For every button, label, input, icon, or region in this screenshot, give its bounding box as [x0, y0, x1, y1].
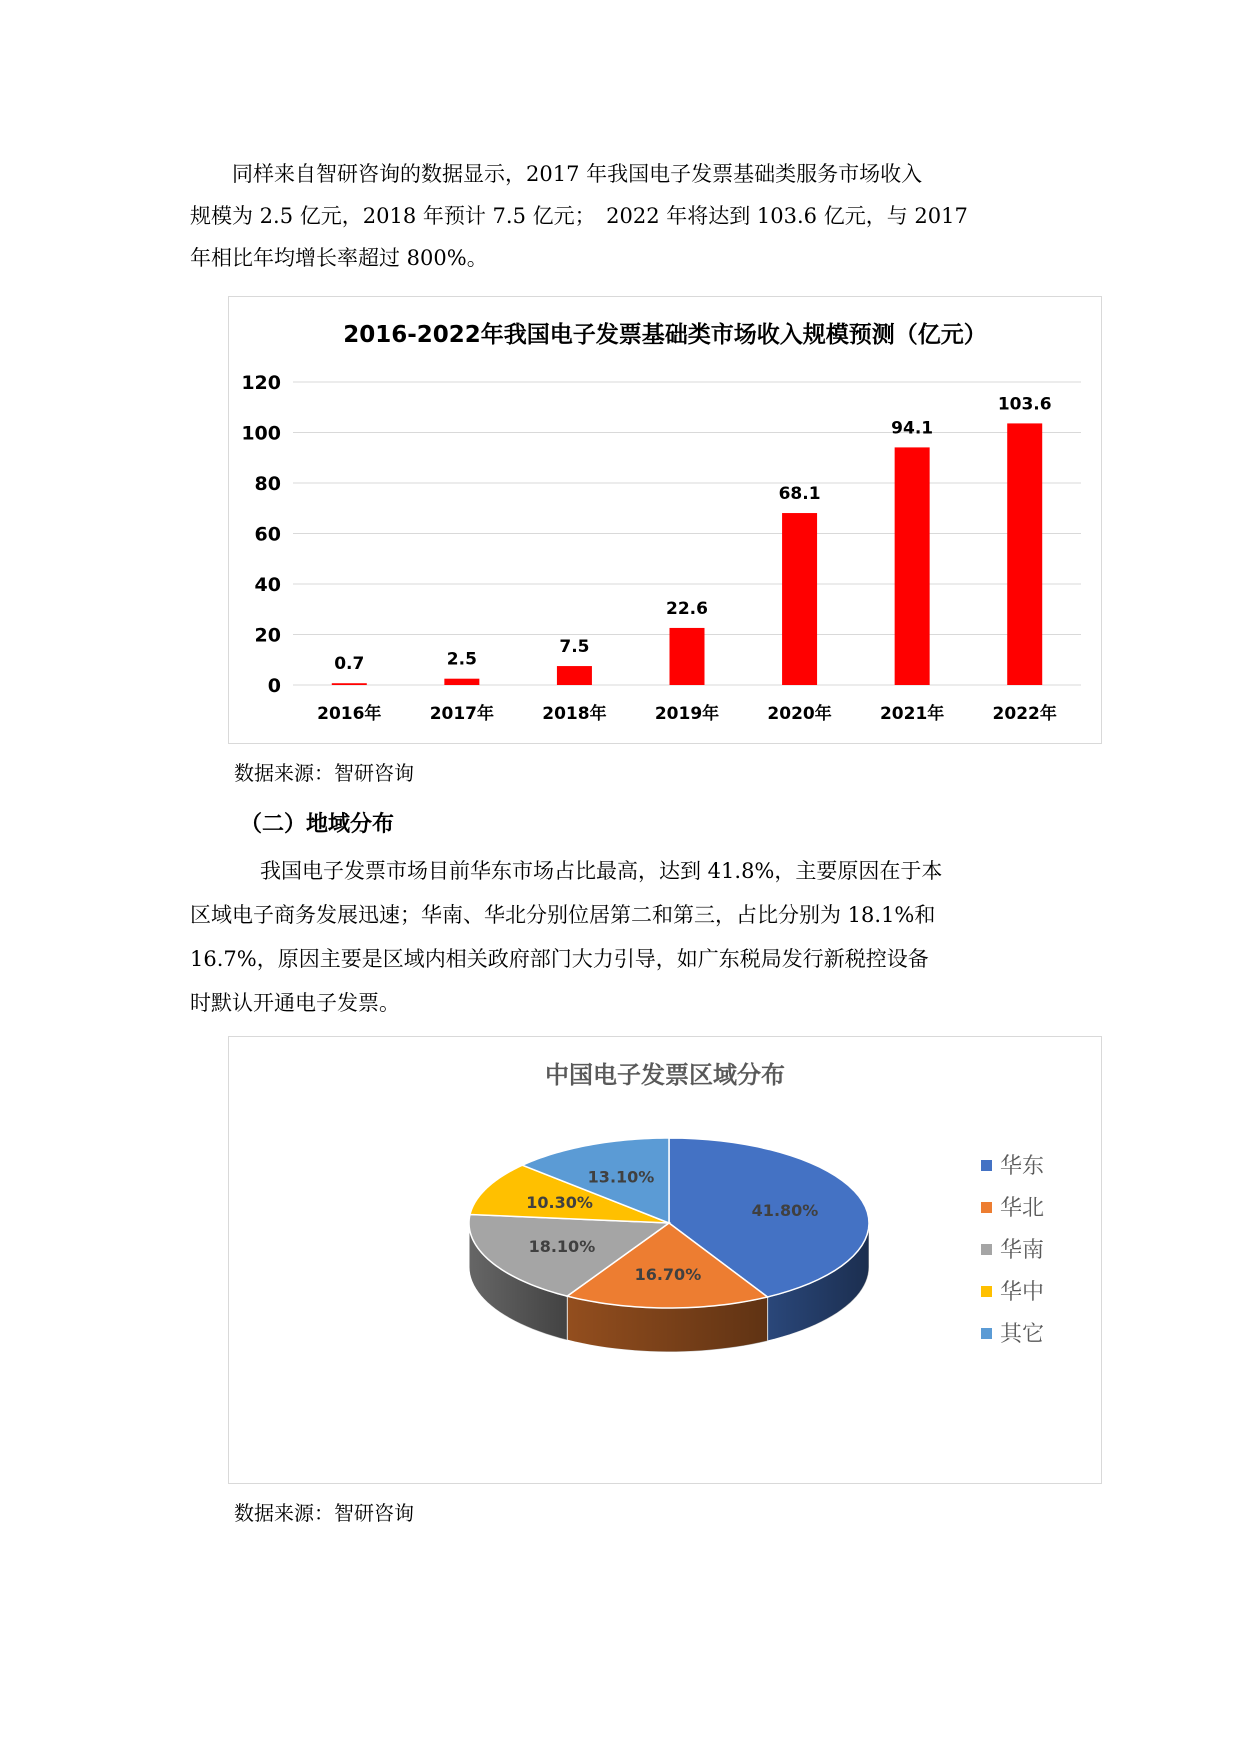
pie-legend: [981, 1154, 1044, 1347]
paragraph-line: 16.7%，原因主要是区域内相关政府部门大力引导，如广东税局发行新税控设备: [190, 947, 929, 971]
bar: [1007, 423, 1042, 685]
pie-value-label: 13.10%: [587, 1167, 655, 1187]
legend-swatch: [981, 1160, 992, 1171]
paragraph-line: 区域电子商务发展迅速；华南、华北分别位居第二和第三，占比分别为 18.1%和: [190, 903, 936, 927]
y-tick-label: 60: [254, 523, 281, 546]
x-tick-label: 2017年: [429, 704, 495, 724]
y-tick-label: 20: [254, 624, 281, 647]
y-tick-label: 120: [241, 372, 281, 394]
pie-value-label: 18.10%: [528, 1237, 596, 1256]
bar: [332, 683, 367, 685]
x-tick-label: 2022年: [992, 704, 1057, 724]
bar-series: [332, 423, 1042, 685]
legend-label: 华南: [1000, 1238, 1045, 1263]
paragraph-line: 同样来自智研咨询的数据显示，2017 年我国电子发票基础类服务市场收入: [232, 162, 923, 186]
paragraph-intro: [190, 158, 1050, 288]
pie-value-label: 16.70%: [634, 1265, 702, 1284]
paragraph-line: 时默认开通电子发票。: [190, 991, 400, 1015]
y-tick-label: 40: [254, 574, 281, 596]
legend-swatch: [981, 1202, 992, 1213]
paragraph-line: 规模为 2.5 亿元，2018 年预计 7.5 亿元； 2022 年将达到 103.6 亿元，与 2017: [190, 204, 968, 228]
bar-value-label: 0.7: [334, 654, 365, 675]
pie-value-label: 41.80%: [751, 1201, 819, 1220]
paragraph-regional: [190, 855, 1050, 1025]
pie-chart-container: [228, 1036, 1102, 1484]
x-tick-label: 2018年: [542, 704, 607, 724]
pie-chart-source: 数据来源：智研咨询: [234, 1501, 414, 1525]
bar-chart-title: 2016-2022年我国电子发票基础类市场收入规模预测（亿元）: [343, 322, 987, 348]
x-tick-label: 2020年: [767, 704, 832, 724]
legend-label: 华北: [1000, 1196, 1045, 1221]
y-tick-label: 100: [241, 422, 281, 445]
bar-value-label: 7.5: [559, 637, 590, 658]
bar-value-label: 68.1: [778, 484, 821, 505]
bar-chart-source: 数据来源：智研咨询: [234, 761, 414, 785]
pie-chart-title: 中国电子发票区域分布: [545, 1061, 785, 1089]
x-tick-label: 2016年: [317, 704, 382, 724]
bar-value-label: 103.6: [997, 394, 1052, 415]
legend-label: 华中: [1000, 1280, 1045, 1305]
x-tick-label: 2021年: [879, 704, 945, 724]
bar: [444, 679, 479, 685]
legend-label: 其它: [1000, 1322, 1045, 1347]
pie-value-label: 10.30%: [526, 1193, 593, 1212]
section-heading: （二）地域分布: [240, 812, 395, 837]
legend-swatch: [981, 1244, 992, 1255]
paragraph-line: 我国电子发票市场目前华东市场占比最高，达到 41.8%，主要原因在于本: [260, 859, 943, 883]
paragraph-line: 年相比年均增长率超过 800%。: [190, 246, 488, 270]
y-tick-label: 80: [254, 473, 281, 495]
bar: [782, 513, 817, 685]
x-axis-ticks: [317, 703, 1057, 724]
bar-value-label: 22.6: [666, 598, 708, 619]
bar-chart-container: [228, 296, 1102, 744]
x-tick-label: 2019年: [654, 704, 720, 724]
bar-value-label: 2.5: [446, 649, 477, 670]
y-tick-label: 0: [267, 675, 281, 697]
y-axis-ticks: [241, 372, 281, 697]
legend-label: 华东: [1000, 1154, 1045, 1179]
legend-swatch: [981, 1328, 992, 1339]
bar-value-label: 94.1: [891, 418, 934, 439]
bar: [557, 666, 592, 685]
legend-swatch: [981, 1286, 992, 1297]
bar-chart: [229, 297, 1101, 743]
bar: [670, 628, 705, 685]
pie-chart: [229, 1037, 1101, 1483]
bar: [895, 447, 930, 685]
